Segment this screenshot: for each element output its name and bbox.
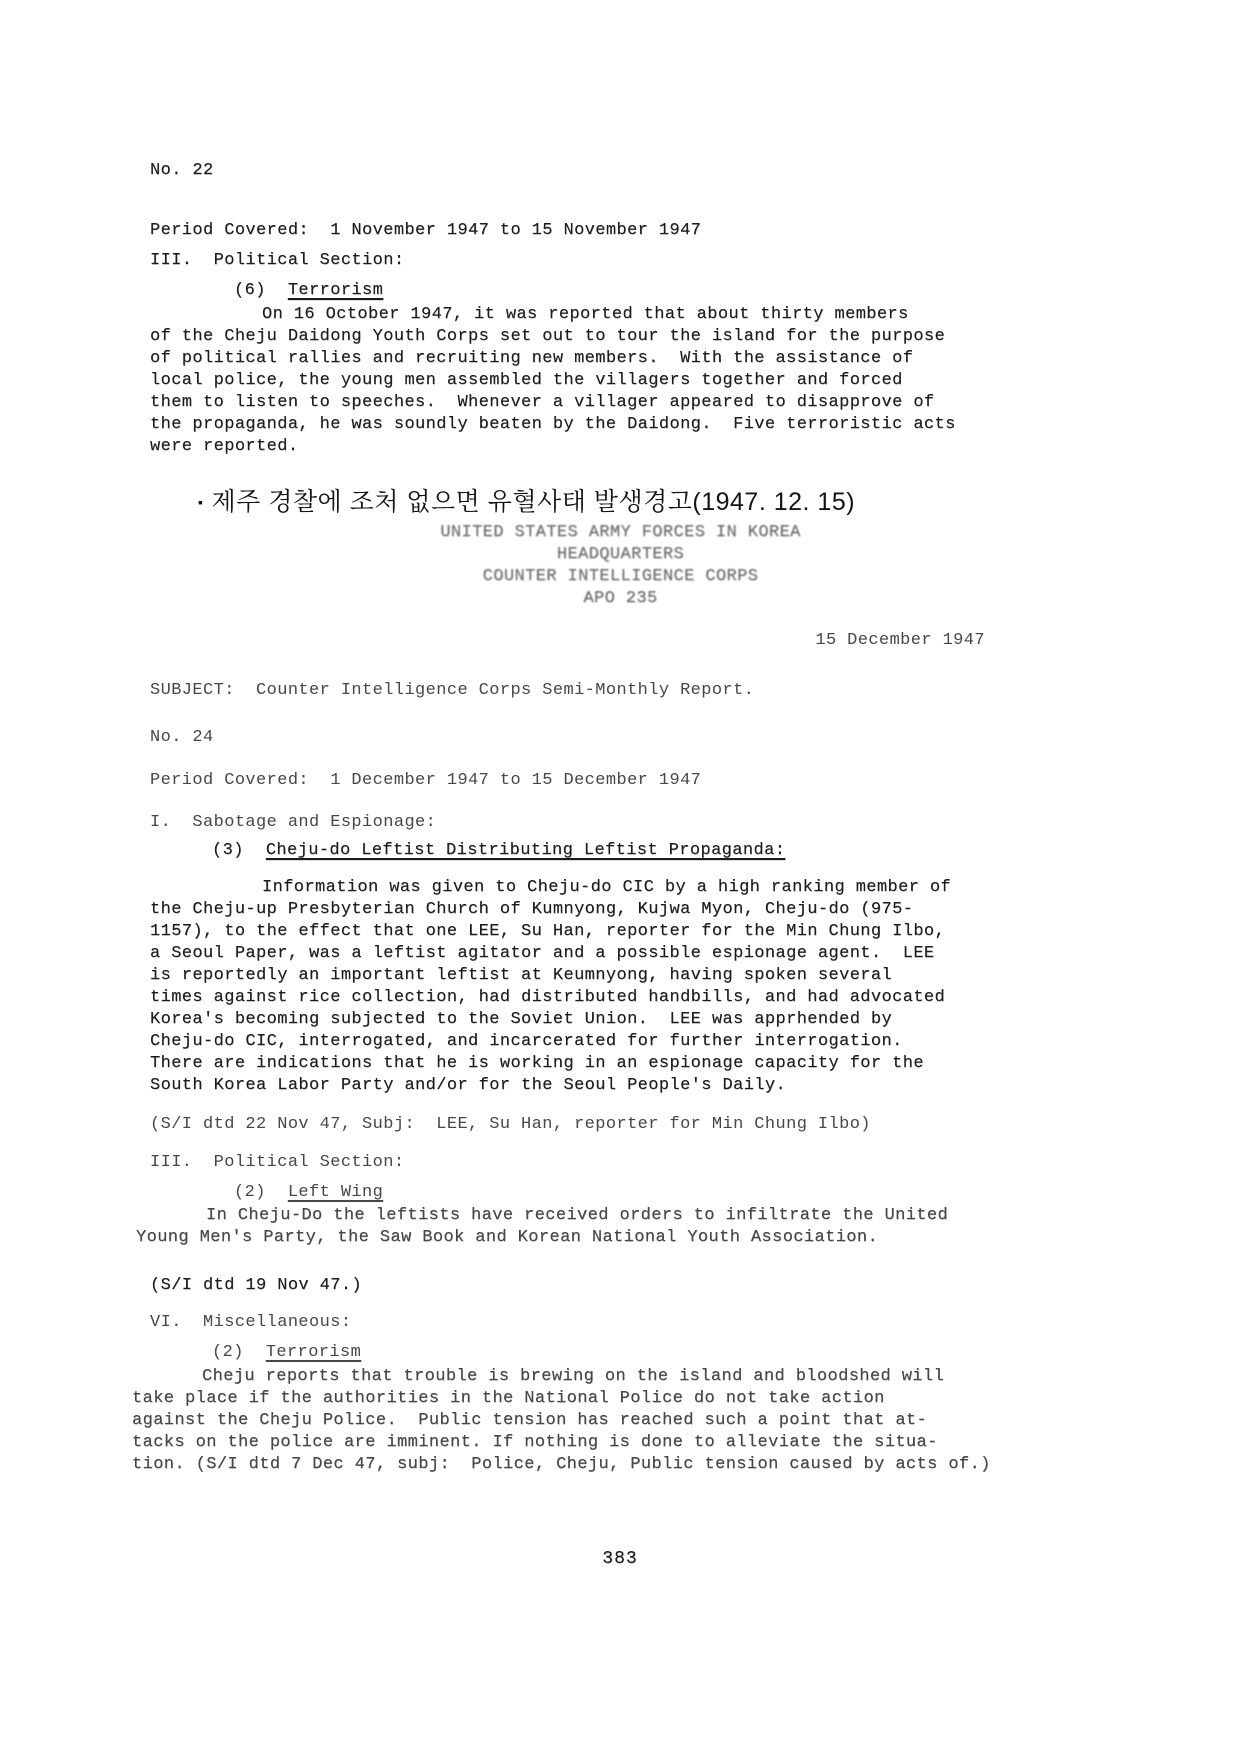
page-number: 383 (602, 1549, 638, 1569)
report24-item3-title: Terrorism (265, 1343, 362, 1362)
letterhead-corps-line: COUNTER INTELLIGENCE CORPS (482, 567, 759, 586)
report24-section2-heading: III. Political Section: (150, 1153, 405, 1172)
paragraph-line: On 16 October 1947, it was reported that about thirty members (262, 305, 909, 324)
report24-item3-heading (212, 1342, 1050, 1364)
paragraph-line: tacks on the police are imminent. If nothing is done to alleviate the situa- (132, 1433, 938, 1452)
report24-number: No. 24 (150, 728, 214, 747)
report22-section-heading: III. Political Section: (150, 251, 405, 270)
paragraph-line: were reported. (150, 437, 299, 456)
paragraph-line: a Seoul Paper, was a leftist agitator and a possible espionage agent. LEE (150, 944, 935, 963)
report22-item-number: (6) (234, 281, 266, 300)
report24-item2-heading (234, 1182, 1050, 1204)
paragraph-line: of the Cheju Daidong Youth Corps set out to tour the island for the purpose (150, 327, 946, 346)
report22-item-heading (234, 280, 1050, 302)
report24-section1-heading: I. Sabotage and Espionage: (150, 813, 437, 832)
report24-item1-number: (3) (212, 841, 244, 860)
report24-item1-heading (212, 840, 1050, 862)
paragraph-line: 1157), to the effect that one LEE, Su Han, reporter for the Min Chung Ilbo, (150, 922, 946, 941)
source-reference-line: (S/I dtd 19 Nov 47.) (150, 1276, 363, 1295)
paragraph-line: the propaganda, he was soundly beaten by the Daidong. Five terroristic acts (150, 415, 956, 434)
paragraph-line: of political rallies and recruiting new members. With the assistance of (150, 349, 914, 368)
paragraph-line: them to listen to speeches. Whenever a villager appeared to disapprove of (150, 393, 935, 412)
report22-period-covered: Period Covered: 1 November 1947 to 15 November 1947 (150, 221, 702, 240)
paragraph-line: Young Men's Party, the Saw Book and Korean National Youth Association. (136, 1228, 879, 1247)
letterhead-hq-line: HEADQUARTERS (556, 545, 685, 564)
paragraph-line: against the Cheju Police. Public tension has reached such a point that at- (132, 1411, 928, 1430)
paragraph-line: is reportedly an important leftist at Keumnyong, having spoken several (150, 966, 893, 985)
date-line: 15 December 1947 (815, 631, 985, 650)
report24-section3-heading: VI. Miscellaneous: (150, 1313, 352, 1332)
report22-paragraph (150, 304, 1050, 458)
subject-line: SUBJECT: Counter Intelligence Corps Semi-Monthly Report. (150, 681, 755, 700)
report24-item1-title: Cheju-do Leftist Distributing Leftist Propaganda: (265, 841, 786, 860)
paragraph-line: the Cheju-up Presbyterian Church of Kumnyong, Kujwa Myon, Cheju-do (975- (150, 900, 914, 919)
document-content (132, 160, 1050, 1476)
letterhead (203, 522, 1038, 610)
paragraph-line: take place if the authorities in the National Police do not take action (132, 1389, 885, 1408)
report24-paragraph3 (132, 1366, 1050, 1476)
report24-item2-number: (2) (234, 1183, 266, 1202)
paragraph-line: tion. (S/I dtd 7 Dec 47, subj: Police, Cheju, Public tension caused by acts of.) (132, 1455, 991, 1474)
report22-number: No. 22 (150, 161, 214, 180)
paragraph-line: Cheju-do CIC, interrogated, and incarcerated for further interrogation. (150, 1032, 903, 1051)
paragraph-line: local police, the young men assembled the villagers together and forced (150, 371, 903, 390)
paragraph-line: In Cheju-Do the leftists have received orders to infiltrate the United (206, 1206, 949, 1225)
paragraph-line: Information was given to Cheju-do CIC by a high ranking member of (262, 878, 952, 897)
report22-item-title: Terrorism (287, 281, 384, 300)
report24-period-covered: Period Covered: 1 December 1947 to 15 December 1947 (150, 771, 702, 790)
paragraph-line: times against rice collection, had distributed handbills, and had advocated (150, 988, 946, 1007)
source-reference-line: (S/I dtd 22 Nov 47, Subj: LEE, Su Han, reporter for Min Chung Ilbo) (150, 1115, 871, 1134)
korean-headline-text: 제주 경찰에 조처 없으면 유혈사태 발생경고(1947. 12. 15) (211, 488, 856, 516)
report24-paragraph2 (136, 1205, 1050, 1249)
letterhead-org-line: UNITED STATES ARMY FORCES IN KOREA (440, 523, 801, 542)
paragraph-line: South Korea Labor Party and/or for the Seoul People's Daily. (150, 1076, 787, 1095)
report24-item2-title: Left Wing (287, 1183, 384, 1202)
report24-paragraph1 (150, 877, 1050, 1097)
paragraph-line: There are indications that he is working in an espionage capacity for the (150, 1054, 924, 1073)
korean-headline (198, 487, 1050, 517)
square-bullet-icon: ▪ (198, 494, 204, 510)
paragraph-line: Korea's becoming subjected to the Soviet Union. LEE was apprhended by (150, 1010, 893, 1029)
letterhead-apo-line: APO 235 (583, 589, 658, 608)
report24-item3-number: (2) (212, 1343, 244, 1362)
paragraph-line: Cheju reports that trouble is brewing on the island and bloodshed will (202, 1367, 945, 1386)
